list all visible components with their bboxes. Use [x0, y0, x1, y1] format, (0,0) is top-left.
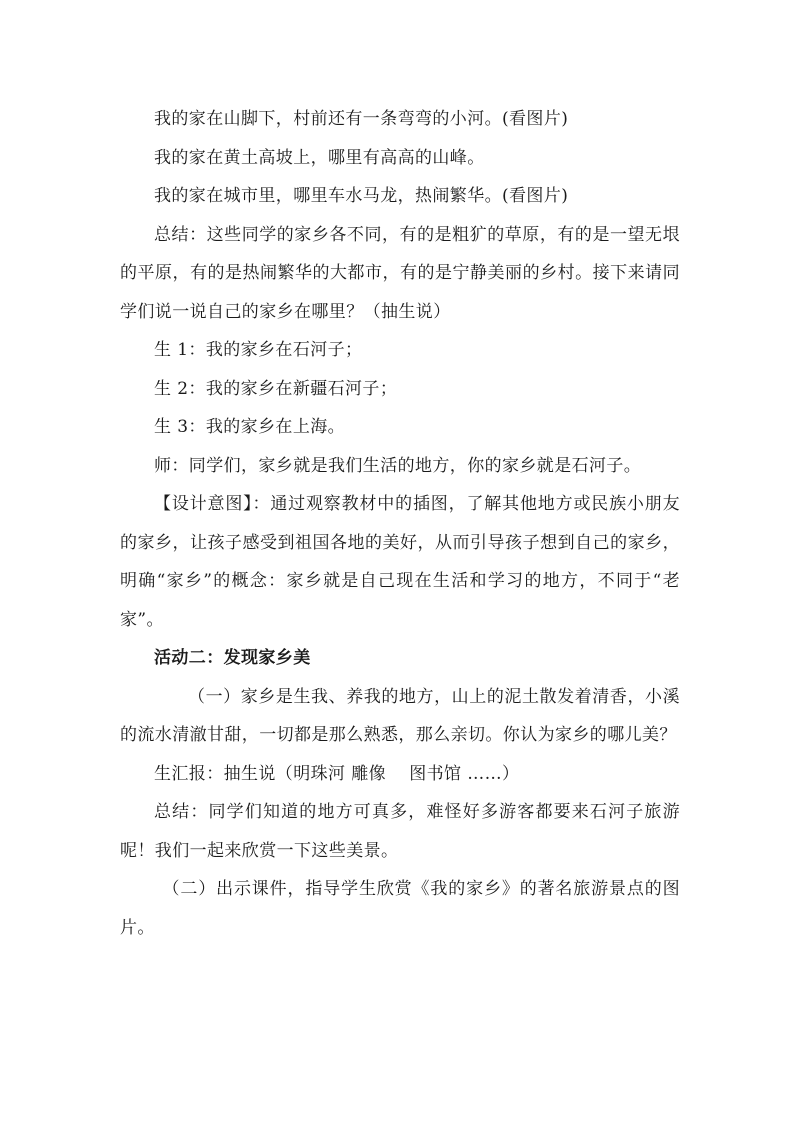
paragraph-design-intent: 【设计意图】：通过观察教材中的插图，了解其他地方或民族小朋友的家乡，让孩子感受到祖国各地的美好，从而引导孩子想到自己的家乡，明确“家乡”的概念：家乡就是自己现在生活和学习的地方，不同于“老家”。 [120, 494, 680, 630]
document-page [120, 100, 680, 1060]
paragraph-student-3: 生 3：我的家乡在上海。 [154, 417, 346, 437]
paragraph-teacher: 师：同学们，家乡就是我们生活的地方，你的家乡就是石河子。 [154, 455, 642, 476]
paragraph-student-2: 生 2：我的家乡在新疆石河子； [154, 378, 398, 399]
paragraph-city-home: 我的家在城市里，哪里车水马龙，热闹繁华。(看图片) [154, 186, 569, 206]
section-heading-activity-2: 活动二：发现家乡美 [154, 648, 311, 668]
paragraph-mountain-home: 我的家在山脚下，村前还有一条弯弯的小河。(看图片) [154, 109, 569, 129]
paragraph-part-one: （一）家乡是生我、养我的地方，山上的泥土散发着清香，小溪的流水清澈甘甜，一切都是那么熟悉，那么亲切。你认为家乡的哪儿美？ [120, 686, 680, 745]
paragraph-part-two: （二）出示课件，指导学生欣赏《我的家乡》的著名旅游景点的图片。 [120, 879, 680, 938]
paragraph-student-1: 生 1：我的家乡在石河子； [154, 340, 363, 360]
paragraph-summary-1: 总结：这些同学的家乡各不同，有的是粗犷的草原，有的是一望无垠的平原，有的是热闹繁华的大都市，有的是宁静美丽的乡村。接下来请同学们说一说自己的家乡在哪里？（抽生说） [120, 224, 680, 322]
paragraph-summary-2: 总结：同学们知道的地方可真多，难怪好多游客都要来石河子旅游呢！我们一起来欣赏一下这些美景。 [120, 802, 680, 861]
paragraph-loess-home: 我的家在黄土高坡上，哪里有高高的山峰。 [154, 147, 485, 168]
paragraph-student-report: 生汇报：抽生说（明珠河 雕像 图书馆 ……） [154, 763, 520, 784]
